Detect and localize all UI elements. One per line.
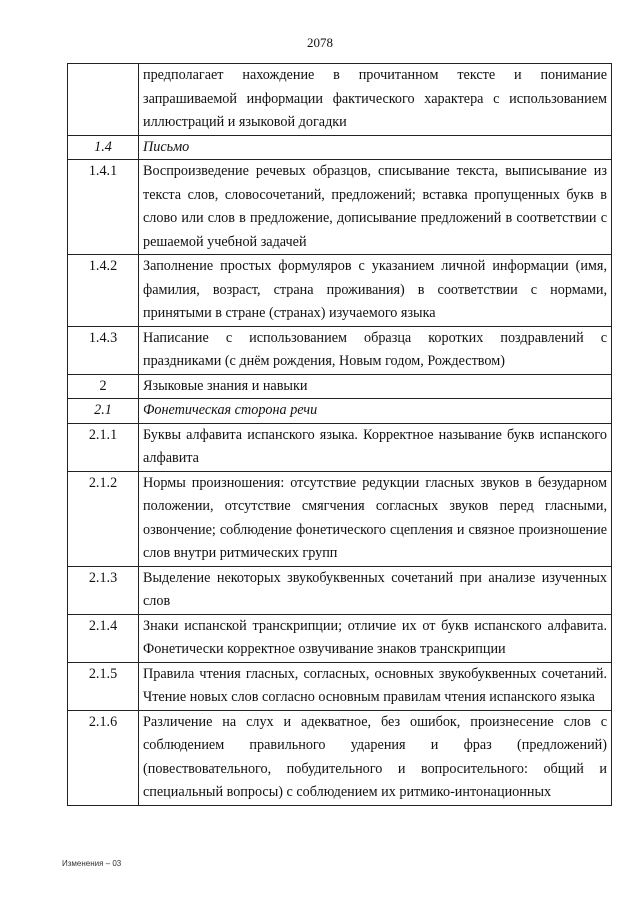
table-row [68, 255, 612, 327]
table-row [68, 374, 612, 399]
table-row [68, 471, 612, 566]
row-number: 1.4.3 [68, 326, 139, 374]
table-row [68, 135, 612, 160]
row-content: Нормы произношения: отсутствие редукции гласных звуков в безударном положении, отсутствие смягчения согласных звуков перед гласными, озвончение; соблюдение фонетического сцепления и связное произношение слов внутри ритмических групп [139, 471, 612, 566]
row-number: 2.1.1 [68, 423, 139, 471]
row-content: Воспроизведение речевых образцов, списывание текста, выписывание из текста слов, словосочетаний, предложений; вставка пропущенных букв в слово или слов в предложение, дописывание предложений в соответствии с решаемой учебной задачей [139, 160, 612, 255]
row-number: 2.1.3 [68, 566, 139, 614]
row-number: 2.1 [68, 399, 139, 424]
table-row [68, 614, 612, 662]
row-content: предполагает нахождение в прочитанном тексте и понимание запрашиваемой информации фактического характера с использованием иллюстраций и языковой догадки [139, 64, 612, 136]
row-number: 2 [68, 374, 139, 399]
table-row [68, 423, 612, 471]
row-content: Выделение некоторых звукобуквенных сочетаний при анализе изученных слов [139, 566, 612, 614]
row-number: 2.1.2 [68, 471, 139, 566]
page-number: 2078 [307, 35, 333, 50]
row-number: 2.1.6 [68, 710, 139, 805]
row-number: 2.1.4 [68, 614, 139, 662]
row-number: 1.4.2 [68, 255, 139, 327]
row-content: Языковые знания и навыки [139, 374, 612, 399]
row-number: 1.4 [68, 135, 139, 160]
table-row [68, 64, 612, 136]
row-content: Фонетическая сторона речи [139, 399, 612, 424]
table-row [68, 160, 612, 255]
table-row [68, 326, 612, 374]
table-row [68, 399, 612, 424]
row-number [68, 64, 139, 136]
row-content: Буквы алфавита испанского языка. Корректное называние букв испанского алфавита [139, 423, 612, 471]
table-row [68, 710, 612, 805]
table-row [68, 566, 612, 614]
row-content: Написание с использованием образца коротких поздравлений с праздниками (с днём рождения, Новым годом, Рождеством) [139, 326, 612, 374]
table-row [68, 662, 612, 710]
row-number: 1.4.1 [68, 160, 139, 255]
footer-revision-note: Изменения – 03 [62, 859, 122, 868]
row-content: Письмо [139, 135, 612, 160]
row-content: Знаки испанской транскрипции; отличие их от букв испанского алфавита. Фонетически корректное озвучивание знаков транскрипции [139, 614, 612, 662]
row-content: Правила чтения гласных, согласных, основных звукобуквенных сочетаний. Чтение новых слов согласно основным правилам чтения испанского языка [139, 662, 612, 710]
table-body [68, 64, 612, 806]
row-content: Различение на слух и адекватное, без ошибок, произнесение слов с соблюдением правильного ударения и фраз (предложений) (повествовательного, побудительного и вопросительного: общий и специальный вопросы) с соблюдением их ритмико-интонационных [139, 710, 612, 805]
row-number: 2.1.5 [68, 662, 139, 710]
row-content: Заполнение простых формуляров с указанием личной информации (имя, фамилия, возраст, страна проживания) в соответствии с нормами, принятыми в стране (странах) изучаемого языка [139, 255, 612, 327]
curriculum-table [67, 63, 612, 806]
